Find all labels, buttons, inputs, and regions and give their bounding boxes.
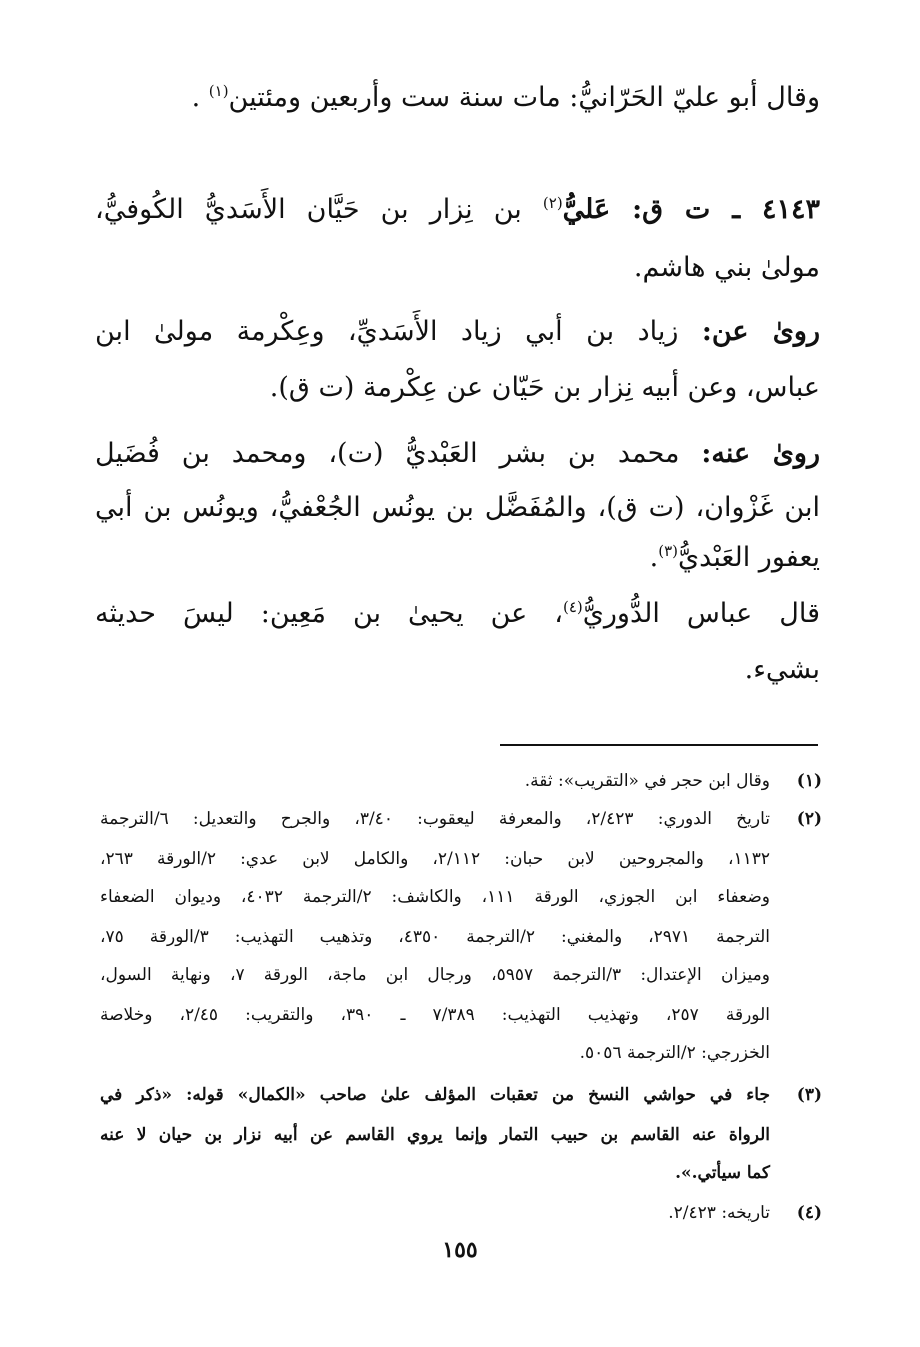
footnote-ref-4: (٤) [562, 598, 583, 616]
footnote-ref-2: (٢) [542, 194, 563, 212]
death-note-text: وقال أبو عليّ الحَرّانيُّ: مات سنة ست وأربعين ومئتين [228, 82, 820, 113]
statement-text-1: قال عباس الدُّوريُّ [582, 598, 820, 629]
narrated-by-end: . [649, 542, 659, 573]
footnote-3-line-1: جاء في حواشي النسخ من تعقبات المؤلف علىٰ صاحب «الكمال» قوله: «ذكر في [100, 1085, 770, 1105]
statement-text-1-rest: ، عن يحيىٰ بن مَعِين: ليسَ حديثه [95, 598, 563, 629]
footnote-2-line-1: تاريخ الدوري: ٢/٤٢٣، والمعرفة ليعقوب: ٣/٤٠، والجرح والتعديل: ٦/الترجمة [100, 809, 770, 829]
footnote-ref-1: (١) [208, 82, 229, 100]
statement-line-1 [95, 596, 820, 632]
footnote-1-line-1: وقال ابن حجر في «التقريب»: ثقة. [524, 771, 770, 791]
footnote-separator [500, 744, 818, 746]
death-note-end: . [191, 82, 209, 113]
footnote-2-line-2: ١١٣٢، والمجروحين لابن حبان: ٢/١١٢، والكامل لابن عدي: ٢/الورقة ٢٦٣، [100, 849, 770, 869]
footnote-number-4: (٤) [796, 1203, 822, 1223]
narrated-by-text-3: يعفور العَبْديُّ [678, 542, 820, 573]
footnote-3-line-3: كما سيأتي.». [675, 1163, 770, 1183]
footnote-ref-3: (٣) [658, 542, 679, 560]
footnote-number-3: (٣) [796, 1085, 822, 1105]
narrated-by-text-1: محمد بن بشر العَبْديُّ (ت)، ومحمد بن فُضَيل [95, 438, 702, 469]
narrated-from-line-1 [95, 314, 820, 350]
entry-heading-rest: بن نِزار بن حَيَّان الأَسَديُّ الكُوفيُّ، [95, 194, 543, 225]
footnote-3-line-2: الرواة عنه القاسم بن حبيب التمار وإنما يروي القاسم عن أبيه نزار بن حيان لا عنه [100, 1125, 770, 1145]
narrated-from-text-1: زياد بن أبي زياد الأَسَديِّ، وعِكْرمة مولىٰ ابن [95, 316, 702, 347]
narrated-from-line-2: عباس، وعن أبيه نِزار بن حَيّان عن عِكْرمة (ت ق). [269, 372, 820, 403]
footnote-2-line-6: الورقة ٢٥٧، وتهذيب التهذيب: ٧/٣٨٩ ـ ٣٩٠، والتقريب: ٢/٤٥، وخلاصة [100, 1005, 770, 1025]
footnote-number-2: (٢) [796, 809, 822, 829]
footnote-2-line-4: الترجمة ٢٩٧١، والمغني: ٢/الترجمة ٤٣٥٠، وتذهيب التهذيب: ٣/الورقة ٧٥، [100, 927, 770, 947]
entry-heading-line [95, 192, 820, 228]
statement-line-2: بشيء. [744, 654, 820, 685]
footnote-2-line-5: وميزان الإعتدال: ٣/الترجمة ٥٩٥٧، ورجال ابن ماجة، الورقة ٧، ونهاية السول، [100, 965, 770, 985]
narrated-by-label: روىٰ عنه: [701, 438, 820, 469]
narrated-by-line-3 [95, 540, 820, 576]
page-number: ١٥٥ [442, 1237, 478, 1263]
narrated-by-line-1 [95, 436, 820, 472]
entry-line-2: مولىٰ بني هاشم. [633, 252, 820, 283]
footnote-2-line-7: الخزرجي: ٢/الترجمة ٥٠٥٦. [579, 1043, 770, 1063]
footnote-number-1: (١) [796, 771, 822, 791]
entry-heading: ٤١٤٣ ـ ت ق: عَليُّ [562, 194, 820, 225]
death-note-line [95, 80, 820, 116]
narrated-by-line-2: ابن غَزْوان، (ت ق)، والمُفَضَّل بن يونُس الجُعْفيُّ، ويونُس بن أبي [95, 492, 820, 523]
footnote-2-line-3: وضعفاء ابن الجوزي، الورقة ١١١، والكاشف: ٢/الترجمة ٤٠٣٢، وديوان الضعفاء [100, 887, 770, 907]
narrated-from-label: روىٰ عن: [701, 316, 820, 347]
footnote-4-line-1: تاريخه: ٢/٤٢٣. [668, 1203, 770, 1223]
